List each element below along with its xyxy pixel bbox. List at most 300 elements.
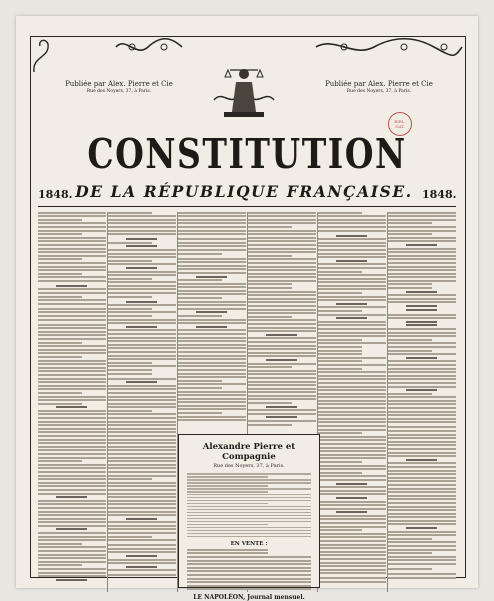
text-line: [38, 308, 106, 310]
text-line: [108, 548, 176, 550]
text-line: [126, 555, 157, 557]
text-line: [388, 577, 456, 579]
text-line: [318, 242, 386, 244]
text-line: [318, 263, 386, 265]
text-line: [248, 352, 316, 354]
text-line: [108, 274, 176, 276]
text-line: [388, 360, 456, 362]
text-line: [406, 309, 437, 311]
text-line: [248, 384, 316, 386]
text-line: [318, 253, 386, 255]
text-line: [248, 269, 316, 271]
text-line: [108, 288, 176, 290]
text-line: [318, 396, 386, 398]
text-line: [108, 337, 176, 339]
text-line: [38, 511, 106, 513]
text-line: [38, 255, 106, 257]
text-line: [56, 496, 87, 498]
notice-text-line: [187, 527, 311, 529]
text-line: [248, 424, 292, 426]
text-line: [318, 219, 386, 221]
text-line: [388, 222, 432, 224]
text-line: [406, 527, 437, 529]
text-line: [38, 378, 106, 380]
text-line: [336, 260, 367, 262]
text-line: [108, 315, 152, 317]
text-line: [178, 297, 222, 299]
notice-text-line: [187, 552, 268, 554]
text-line: [318, 403, 386, 405]
text-line: [108, 431, 176, 433]
text-line: [318, 515, 386, 517]
text-line: [266, 406, 297, 408]
text-line: [388, 393, 432, 395]
text-line: [388, 280, 456, 282]
notice-text-line: [187, 588, 311, 590]
text-line: [178, 329, 246, 331]
text-line: [108, 347, 176, 349]
text-line: [38, 299, 106, 301]
text-line: [38, 292, 106, 294]
text-line: [38, 392, 82, 394]
text-line: [38, 467, 106, 469]
text-line: [178, 416, 246, 418]
text-line: [108, 219, 176, 221]
text-line: [178, 258, 246, 260]
text-line: [108, 507, 176, 509]
text-line: [196, 311, 227, 313]
text-line: [318, 536, 386, 538]
text-line: [388, 513, 456, 515]
text-line: [318, 285, 386, 287]
text-line: [318, 547, 386, 549]
text-line: [108, 406, 176, 408]
text-line: [248, 212, 316, 214]
text-line: [388, 364, 456, 366]
text-line: [178, 365, 246, 367]
text-line: [108, 521, 176, 523]
text-line: [108, 296, 152, 298]
text-line: [178, 337, 246, 339]
text-line: [178, 376, 246, 378]
text-line: [108, 385, 176, 387]
publisher-left-address: Rue des Noyers, 37, à Paris.: [86, 89, 152, 94]
text-line: [388, 226, 456, 228]
text-line: [388, 444, 456, 446]
text-line: [388, 287, 432, 289]
text-line: [108, 496, 176, 498]
publisher-left-name: Publiée par Alex. Pierre et Cie: [65, 80, 173, 88]
text-line: [388, 342, 456, 344]
text-line: [38, 532, 106, 534]
text-line: [318, 368, 362, 370]
text-line: [318, 472, 362, 474]
text-line: [248, 215, 316, 217]
text-line: [318, 230, 386, 232]
text-line: [108, 485, 176, 487]
text-line: [108, 396, 176, 398]
text-line: [178, 283, 246, 285]
text-line: [388, 549, 456, 551]
text-line: [108, 413, 176, 415]
text-line: [388, 418, 456, 420]
text-line: [108, 417, 176, 419]
text-line: [108, 212, 152, 214]
text-line: [388, 509, 456, 511]
text-line: [388, 269, 456, 271]
text-line: [248, 305, 316, 307]
text-line: [178, 222, 246, 224]
text-line: [248, 240, 316, 242]
text-line: [388, 484, 456, 486]
text-line: [38, 424, 106, 426]
text-line: [178, 308, 246, 310]
text-line: [406, 321, 437, 323]
text-line: [108, 460, 176, 462]
text-line: [248, 391, 316, 393]
text-line: [38, 557, 106, 559]
text-line: [108, 355, 176, 357]
text-line: [108, 329, 176, 331]
text-line: [318, 215, 386, 217]
notice-body-text-2: [187, 549, 311, 591]
text-line: [108, 285, 176, 287]
text-line: [248, 355, 316, 357]
text-line: [318, 332, 386, 334]
text-line: [248, 255, 292, 257]
text-line: [108, 449, 176, 451]
text-line: [108, 340, 176, 342]
text-line: [336, 511, 367, 513]
text-line: [318, 479, 386, 481]
text-line: [406, 459, 437, 461]
text-line: [56, 579, 87, 581]
text-line: [318, 324, 386, 326]
notice-text-line: [187, 533, 311, 535]
text-line: [38, 521, 106, 523]
text-line: [38, 564, 82, 566]
text-line: [178, 268, 246, 270]
text-line: [196, 326, 227, 328]
text-line: [108, 493, 176, 495]
text-line: [318, 540, 386, 542]
text-line: [318, 288, 386, 290]
text-line: [266, 359, 297, 361]
text-column: [318, 210, 386, 596]
publisher-right: [320, 80, 438, 96]
text-line: [178, 245, 246, 247]
publisher-notice-box: [178, 434, 320, 601]
text-line: [406, 305, 437, 307]
text-line: [178, 405, 246, 407]
text-line: [108, 435, 176, 437]
text-line: [318, 245, 386, 247]
text-line: [248, 309, 316, 311]
notice-text-line: [187, 515, 311, 517]
text-line: [388, 273, 456, 275]
notice-text-line: [187, 494, 311, 496]
text-line: [38, 518, 106, 520]
text-line: [108, 249, 176, 251]
text-line: [38, 385, 106, 387]
text-line: [318, 569, 386, 571]
text-line: [388, 473, 456, 475]
text-line: [318, 393, 386, 395]
text-line: [388, 573, 456, 575]
text-line: [108, 525, 176, 527]
text-line: [178, 293, 246, 295]
text-line: [38, 421, 106, 423]
text-line: [388, 563, 456, 565]
text-line: [388, 276, 456, 278]
text-line: [38, 367, 106, 369]
text-line: [318, 310, 362, 312]
text-line: [108, 292, 176, 294]
text-line: [108, 424, 176, 426]
text-line: [388, 400, 456, 402]
text-line: [108, 253, 176, 255]
text-line: [108, 489, 176, 491]
text-line: [178, 383, 246, 385]
text-line: [38, 240, 106, 242]
text-line: [108, 464, 176, 466]
text-line: [38, 296, 82, 298]
text-line: [318, 421, 386, 423]
text-line: [318, 350, 362, 352]
text-line: [56, 406, 87, 408]
text-line: [108, 278, 152, 280]
text-line: [318, 581, 386, 583]
text-line: [318, 375, 386, 377]
text-column: [38, 210, 106, 596]
text-line: [248, 219, 316, 221]
text-line: [108, 333, 176, 335]
publisher-right-name: Publiée par Alex. Pierre et Cie: [325, 80, 433, 88]
text-line: [248, 248, 316, 250]
text-line: [318, 335, 386, 337]
text-line: [248, 323, 316, 325]
text-line: [248, 398, 316, 400]
notice-text-line: [187, 479, 311, 481]
text-line: [38, 439, 106, 441]
text-line: [108, 322, 176, 324]
marianne-scales-emblem-icon: [212, 60, 276, 120]
text-line: [38, 219, 82, 221]
text-line: [248, 319, 316, 321]
text-line: [248, 233, 316, 235]
text-line: [388, 283, 432, 285]
text-line: [108, 475, 176, 477]
text-line: [248, 402, 292, 404]
text-line: [318, 447, 386, 449]
text-line: [38, 550, 106, 552]
text-line: [318, 450, 386, 452]
text-line: [318, 278, 386, 280]
notice-text-line: [187, 473, 311, 475]
text-line: [108, 263, 176, 265]
text-line: [318, 339, 362, 341]
text-line: [108, 311, 176, 313]
text-line: [318, 378, 386, 380]
text-line: [38, 546, 106, 548]
text-line: [388, 568, 432, 570]
poster-sheet: [16, 16, 478, 601]
notice-text-line: [187, 549, 268, 551]
text-line: [318, 443, 386, 445]
text-line: [248, 363, 316, 365]
text-line: [108, 256, 176, 258]
text-line: [248, 345, 316, 347]
text-line: [38, 374, 106, 376]
text-line: [108, 260, 152, 262]
text-line: [388, 462, 456, 464]
text-line: [108, 230, 176, 232]
text-line: [388, 251, 456, 253]
text-line: [248, 273, 316, 275]
text-line: [38, 288, 106, 290]
text-line: [388, 328, 456, 330]
text-line: [38, 226, 106, 228]
text-line: [38, 396, 106, 398]
text-line: [38, 475, 106, 477]
text-line: [318, 529, 362, 531]
text-line: [126, 245, 157, 247]
text-line: [38, 388, 106, 390]
text-line: [178, 265, 246, 267]
text-line: [178, 408, 246, 410]
text-line: [38, 543, 82, 545]
text-line: [318, 461, 362, 463]
text-line: [38, 381, 106, 383]
text-line: [38, 457, 106, 459]
text-line: [336, 303, 367, 305]
year-left: 1848.: [38, 188, 73, 201]
text-line: [38, 482, 106, 484]
notice-text-line: [187, 482, 311, 484]
text-line: [388, 248, 456, 250]
text-line: [38, 303, 106, 305]
corner-ornament-right: [314, 36, 464, 58]
text-line: [248, 226, 292, 228]
text-line: [38, 311, 106, 313]
text-line: [388, 430, 456, 432]
notice-text-line: [187, 488, 311, 490]
notice-text-line: [187, 567, 311, 569]
text-line: [38, 363, 106, 365]
text-line: [108, 242, 152, 244]
text-line: [108, 478, 152, 480]
text-line: [38, 237, 106, 239]
text-line: [388, 335, 456, 337]
text-line: [38, 266, 106, 268]
text-line: [108, 369, 152, 371]
notice-text-line: [187, 497, 311, 499]
text-line: [388, 353, 456, 355]
text-line: [318, 357, 386, 359]
corner-ornament-left: [114, 36, 184, 58]
text-line: [248, 301, 316, 303]
text-line: [38, 273, 82, 275]
text-line: [248, 348, 316, 350]
text-line: [318, 572, 386, 574]
text-line: [38, 222, 106, 224]
text-line: [38, 370, 106, 372]
text-line: [38, 500, 106, 502]
text-line: [388, 332, 456, 334]
text-line: [248, 244, 316, 246]
text-line: [388, 426, 456, 428]
text-line: [38, 572, 106, 574]
notice-footer: LE NAPOLÉON, Journal mensuel.: [193, 594, 305, 601]
text-line: [248, 298, 316, 300]
text-line: [248, 327, 316, 329]
text-line: [108, 562, 176, 564]
text-line: [38, 345, 106, 347]
text-line: [108, 351, 176, 353]
text-line: [266, 334, 297, 336]
text-line: [178, 286, 246, 288]
text-line: [318, 222, 386, 224]
text-line: [388, 491, 456, 493]
text-line: [178, 212, 246, 214]
text-line: [38, 536, 106, 538]
text-line: [108, 569, 176, 571]
text-line: [388, 506, 456, 508]
text-line: [108, 392, 176, 394]
text-line: [108, 388, 176, 390]
text-line: [388, 414, 456, 416]
text-line: [248, 312, 316, 314]
page-title: CONSTITUTION: [87, 129, 407, 178]
text-line: [108, 532, 176, 534]
text-line: [318, 439, 386, 441]
text-line: [388, 502, 456, 504]
text-line: [108, 358, 176, 360]
text-line: [388, 477, 456, 479]
text-line: [108, 500, 176, 502]
text-line: [388, 407, 456, 409]
text-line: [318, 389, 386, 391]
text-line: [178, 249, 246, 251]
text-line: [248, 409, 316, 411]
text-line: [248, 341, 316, 343]
text-line: [388, 378, 456, 380]
text-line: [38, 338, 106, 340]
text-line: [38, 262, 106, 264]
text-line: [388, 233, 432, 235]
text-line: [318, 364, 386, 366]
text-line: [178, 380, 222, 382]
text-line: [318, 292, 362, 294]
text-line: [178, 238, 246, 240]
text-line: [108, 457, 176, 459]
text-line: [248, 230, 316, 232]
text-line: [38, 431, 106, 433]
text-line: [178, 401, 246, 403]
text-line: [318, 346, 362, 348]
text-line: [38, 319, 106, 321]
notice-text-line: [187, 563, 311, 565]
text-line: [318, 274, 386, 276]
text-line: [38, 410, 106, 412]
text-line: [38, 464, 106, 466]
text-line: [336, 235, 367, 237]
text-line: [318, 493, 386, 495]
notice-en-vente: EN VENTE :: [230, 541, 268, 548]
text-line: [248, 266, 316, 268]
text-line: [318, 407, 386, 409]
text-line: [406, 389, 437, 391]
